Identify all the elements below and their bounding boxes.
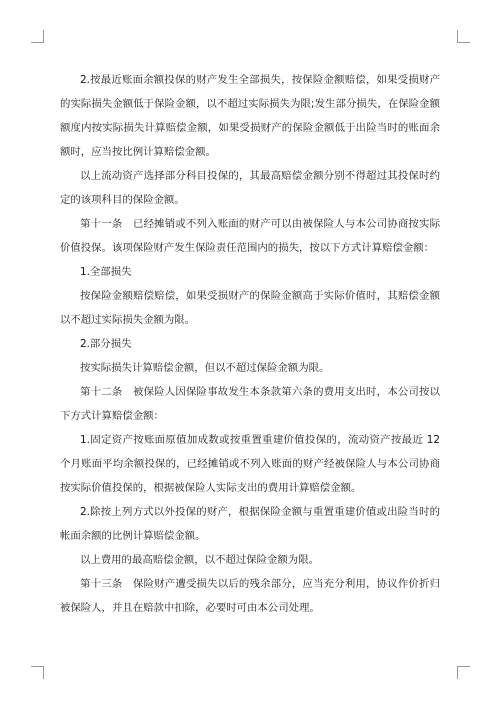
paragraph-3: 第十一条 已经摊销或不列入账面的财产可以由被保险人与本公司协商按实际价值投保。该项保险财产发生保险责任范围内的损失，按以下方式计算赔偿金额：	[60, 218, 440, 254]
paragraph-7: 按实际损失计算赔偿金额，但以不超过保险金额为限。	[80, 362, 330, 374]
crop-mark-bottom-right	[457, 666, 470, 679]
document-body	[60, 68, 440, 620]
crop-mark-bottom-left	[31, 666, 44, 679]
paragraph-1: 2.按最近账面余额投保的财产发生全部损失，按保险金额赔偿，如果受损财产的实际损失金额低于保险金额，以不超过实际损失为限;发生部分损失，在保险金额额度内按实际损失计算赔偿金额，如果受损财产的保险金额低于出险当时的账面余额时，应当按比例计算赔偿金额。	[60, 74, 440, 158]
paragraph-8: 第十二条 被保险人因保险事故发生本条款第六条的费用支出时，本公司按以下方式计算赔偿金额：	[60, 386, 440, 422]
paragraph-11: 以上费用的最高赔偿金额，以不超过保险金额为限。	[80, 554, 319, 566]
paragraph-9: 1.固定资产按账面原值加成数或按重置重建价值投保的，流动资产按最近 12 个月账面平均余额投保的，已经摊销或不列入账面的财产经被保险人与本公司协商按实际价值投保的，根据被保险人实际支出的费用计算赔偿金额。	[60, 434, 440, 494]
paragraph-12: 第十三条 保险财产遭受损失以后的残余部分，应当充分利用，协议作价折归被保险人，并且在赔款中扣除，必要时可由本公司处理。	[60, 578, 440, 614]
crop-mark-top-right	[457, 30, 470, 43]
paragraph-5: 按保险金额赔偿赔偿，如果受损财产的保险金额高于实际价值时，其赔偿金额以不超过实际损失金额为限。	[60, 290, 440, 326]
crop-mark-top-left	[31, 30, 44, 43]
paragraph-6: 2.部分损失	[80, 338, 132, 350]
paragraph-2: 以上流动资产选择部分科目投保的，其最高赔偿金额分别不得超过其投保时约定的该项科目的保险金额。	[60, 170, 440, 206]
paragraph-10: 2.除按上列方式以外投保的财产，根据保险金额与重置重建价值或出险当时的帐面余额的比例计算赔偿金额。	[60, 506, 440, 542]
paragraph-4: 1.全部损失	[80, 266, 132, 278]
